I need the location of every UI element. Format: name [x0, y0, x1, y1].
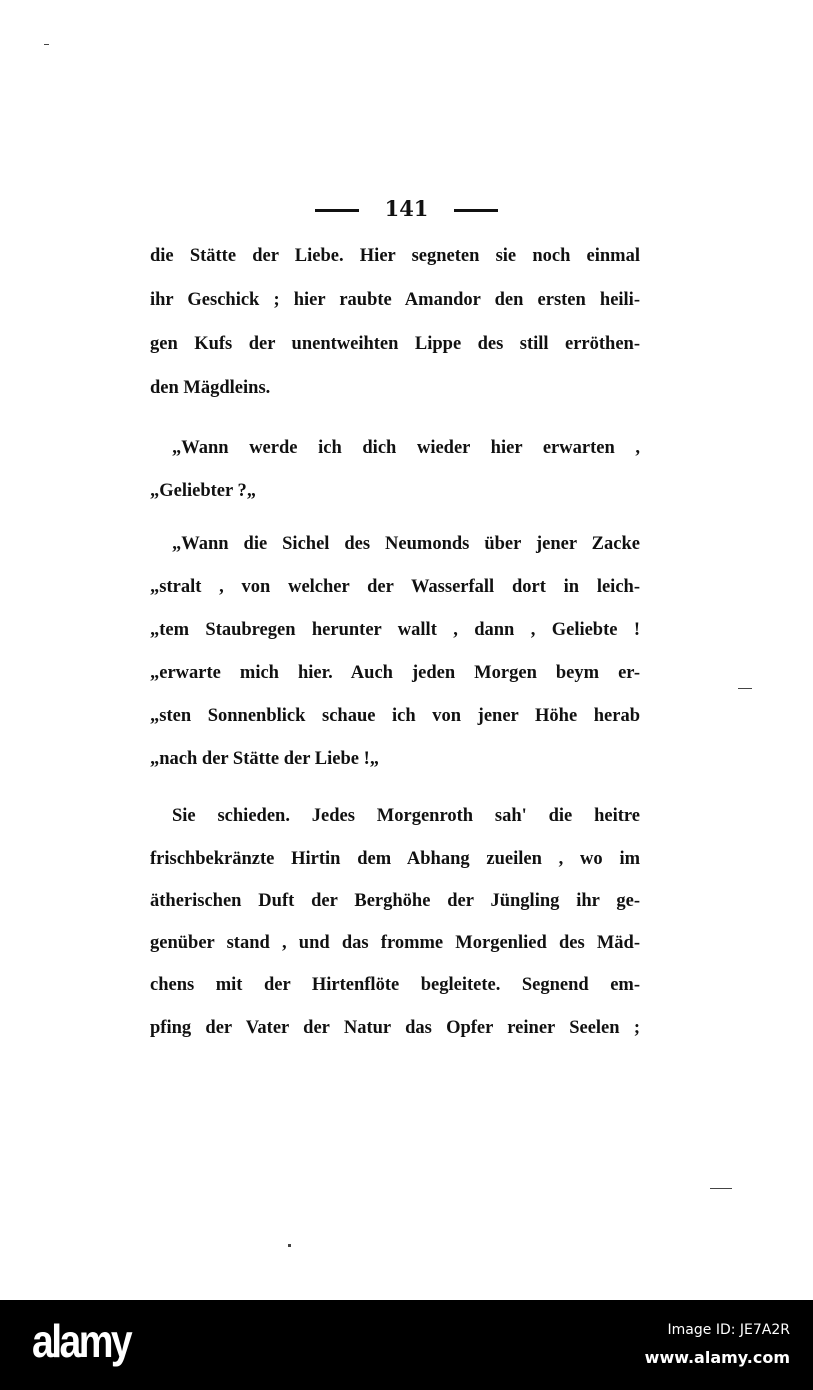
- text-line: gen Kufs der unentweihten Lippe des still erröthen-: [150, 334, 640, 354]
- alamy-logo: alamy: [32, 1315, 131, 1367]
- text-line: „nach der Stätte der Liebe !„: [150, 749, 380, 769]
- watermark-url: www.alamy.com: [644, 1348, 790, 1367]
- text-line: ätherischen Duft der Berghöhe der Jüngling ihr ge-: [150, 891, 640, 911]
- page-number: 141: [384, 196, 429, 221]
- text-line: „erwarte mich hier. Auch jeden Morgen beym er-: [150, 663, 640, 683]
- text-line: pfing der Vater der Natur das Opfer reiner Seelen ;: [150, 1018, 640, 1038]
- page-header: [0, 196, 813, 221]
- scan-speck: [738, 688, 752, 689]
- text-line: Sie schieden. Jedes Morgenroth sah' die heitre: [172, 806, 640, 826]
- watermark-bar: [0, 1300, 813, 1390]
- text-line: „Wann werde ich dich wieder hier erwarten ,: [172, 438, 640, 458]
- text-line: „Wann die Sichel des Neumonds über jener Zacke: [172, 534, 640, 554]
- text-line: genüber stand , und das fromme Morgenlied des Mäd-: [150, 933, 640, 953]
- text-line: „stralt , von welcher der Wasserfall dort in leich-: [150, 577, 640, 597]
- text-line: chens mit der Hirtenflöte begleitete. Segnend em-: [150, 975, 640, 995]
- text-line: frischbekränzte Hirtin dem Abhang zueilen , wo im: [150, 849, 640, 869]
- header-rule-right: [454, 209, 498, 212]
- image-id: Image ID: JE7A2R: [667, 1322, 790, 1338]
- header-rule-left: [315, 209, 359, 212]
- scan-speck: [44, 44, 49, 45]
- text-line: „Geliebter ?„: [150, 481, 257, 501]
- scan-speck: [710, 1188, 732, 1189]
- text-line: ihr Geschick ; hier raubte Amandor den ersten heili-: [150, 290, 640, 310]
- text-line: „tem Staubregen herunter wallt , dann , Geliebte !: [150, 620, 640, 640]
- text-line: den Mägdleins.: [150, 378, 271, 398]
- text-line: die Stätte der Liebe. Hier segneten sie noch einmal: [150, 246, 640, 266]
- text-line: „sten Sonnenblick schaue ich von jener Höhe herab: [150, 706, 640, 726]
- scan-speck: [288, 1244, 291, 1247]
